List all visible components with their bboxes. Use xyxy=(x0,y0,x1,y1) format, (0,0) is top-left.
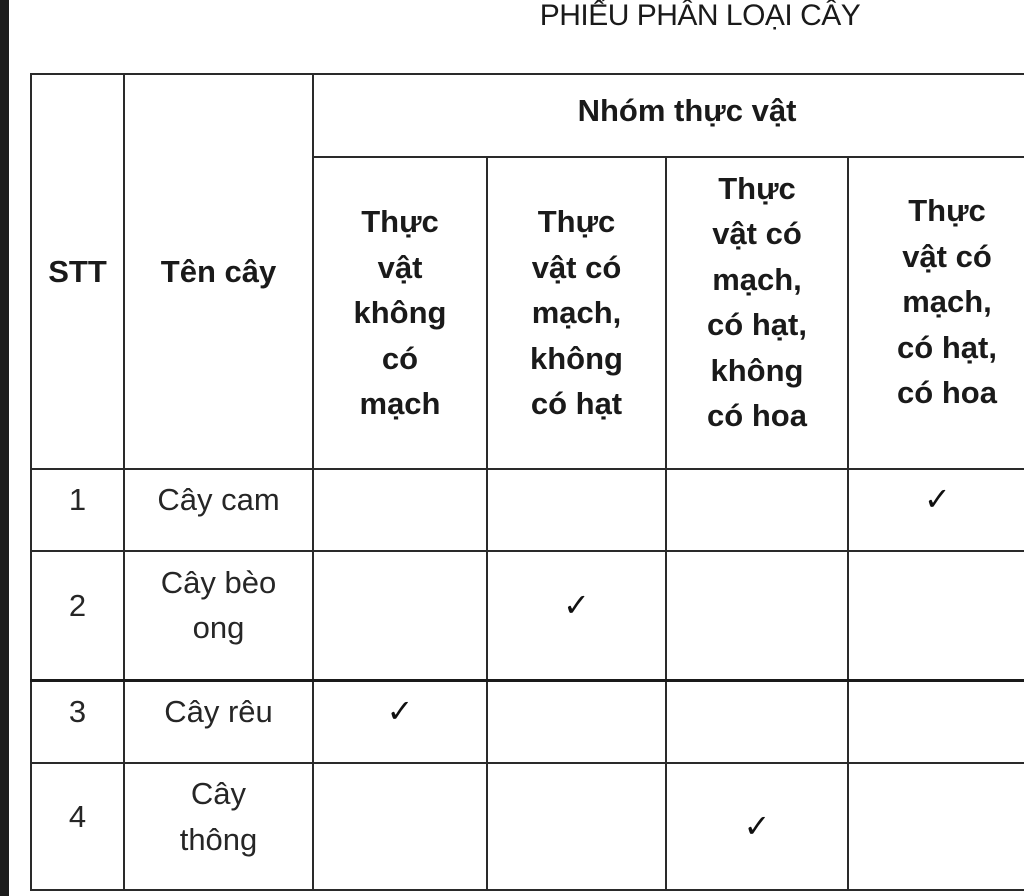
check-cell xyxy=(313,551,487,680)
classification-table xyxy=(30,73,1024,891)
row-plant-name xyxy=(124,763,313,890)
header-stt: STT xyxy=(31,74,124,469)
row-stt: 2 xyxy=(31,541,124,670)
check-cell xyxy=(487,551,666,680)
header-group-label: Thực vật có mạch, không có hạt xyxy=(530,204,623,422)
check-cell xyxy=(313,680,487,763)
check-cell xyxy=(487,469,666,551)
table-row xyxy=(31,680,1024,763)
check-mark-icon: ✓ xyxy=(563,586,590,623)
header-group-vascular-seed-noflower xyxy=(666,157,848,469)
check-cell xyxy=(848,551,1024,680)
row-plant-name xyxy=(124,551,313,680)
header-group-label: Thực vật không có mạch xyxy=(353,204,447,422)
header-plant-group-label: Nhóm thực vật xyxy=(577,92,797,128)
check-cell xyxy=(487,763,666,890)
header-group-label: Thực vật có mạch, có hạt, có hoa xyxy=(897,193,997,411)
check-mark-icon: ✓ xyxy=(743,807,771,844)
check-cell xyxy=(666,680,848,763)
table-row xyxy=(31,469,1024,551)
check-mark-icon: ✓ xyxy=(386,693,414,729)
header-plant-group xyxy=(313,74,1024,157)
header-group-nonvascular xyxy=(313,157,487,469)
table-row xyxy=(31,763,1024,890)
row-stt: 1 xyxy=(31,459,124,541)
header-row-group xyxy=(31,74,1024,157)
header-group-vascular-seed-flower xyxy=(848,157,1024,469)
check-cell xyxy=(313,469,487,551)
check-cell xyxy=(848,680,1024,763)
table-row xyxy=(31,551,1024,680)
row-plant-name: Cây cam xyxy=(124,459,313,541)
header-plant-name: Tên cây xyxy=(124,74,313,469)
check-cell xyxy=(666,551,848,680)
left-edge-bar xyxy=(0,0,9,896)
row-plant-name-text: Cây thông xyxy=(179,776,258,857)
check-cell xyxy=(848,763,1024,890)
document-title: PHIẾU PHÂN LOẠI CÂY xyxy=(539,0,861,32)
check-mark-icon: ✓ xyxy=(924,481,951,518)
row-plant-name: Cây rêu xyxy=(124,670,313,753)
row-stt: 4 xyxy=(31,753,124,880)
check-cell xyxy=(666,763,848,890)
header-group-vascular-seedless xyxy=(487,157,666,469)
header-group-label: Thực vật có mạch, có hạt, không có hoa xyxy=(707,170,807,433)
check-cell xyxy=(666,469,848,551)
row-plant-name-text: Cây bèo ong xyxy=(160,564,277,646)
check-cell xyxy=(848,469,1024,551)
row-stt: 3 xyxy=(31,670,124,753)
check-cell xyxy=(313,763,487,890)
check-cell xyxy=(487,680,666,763)
